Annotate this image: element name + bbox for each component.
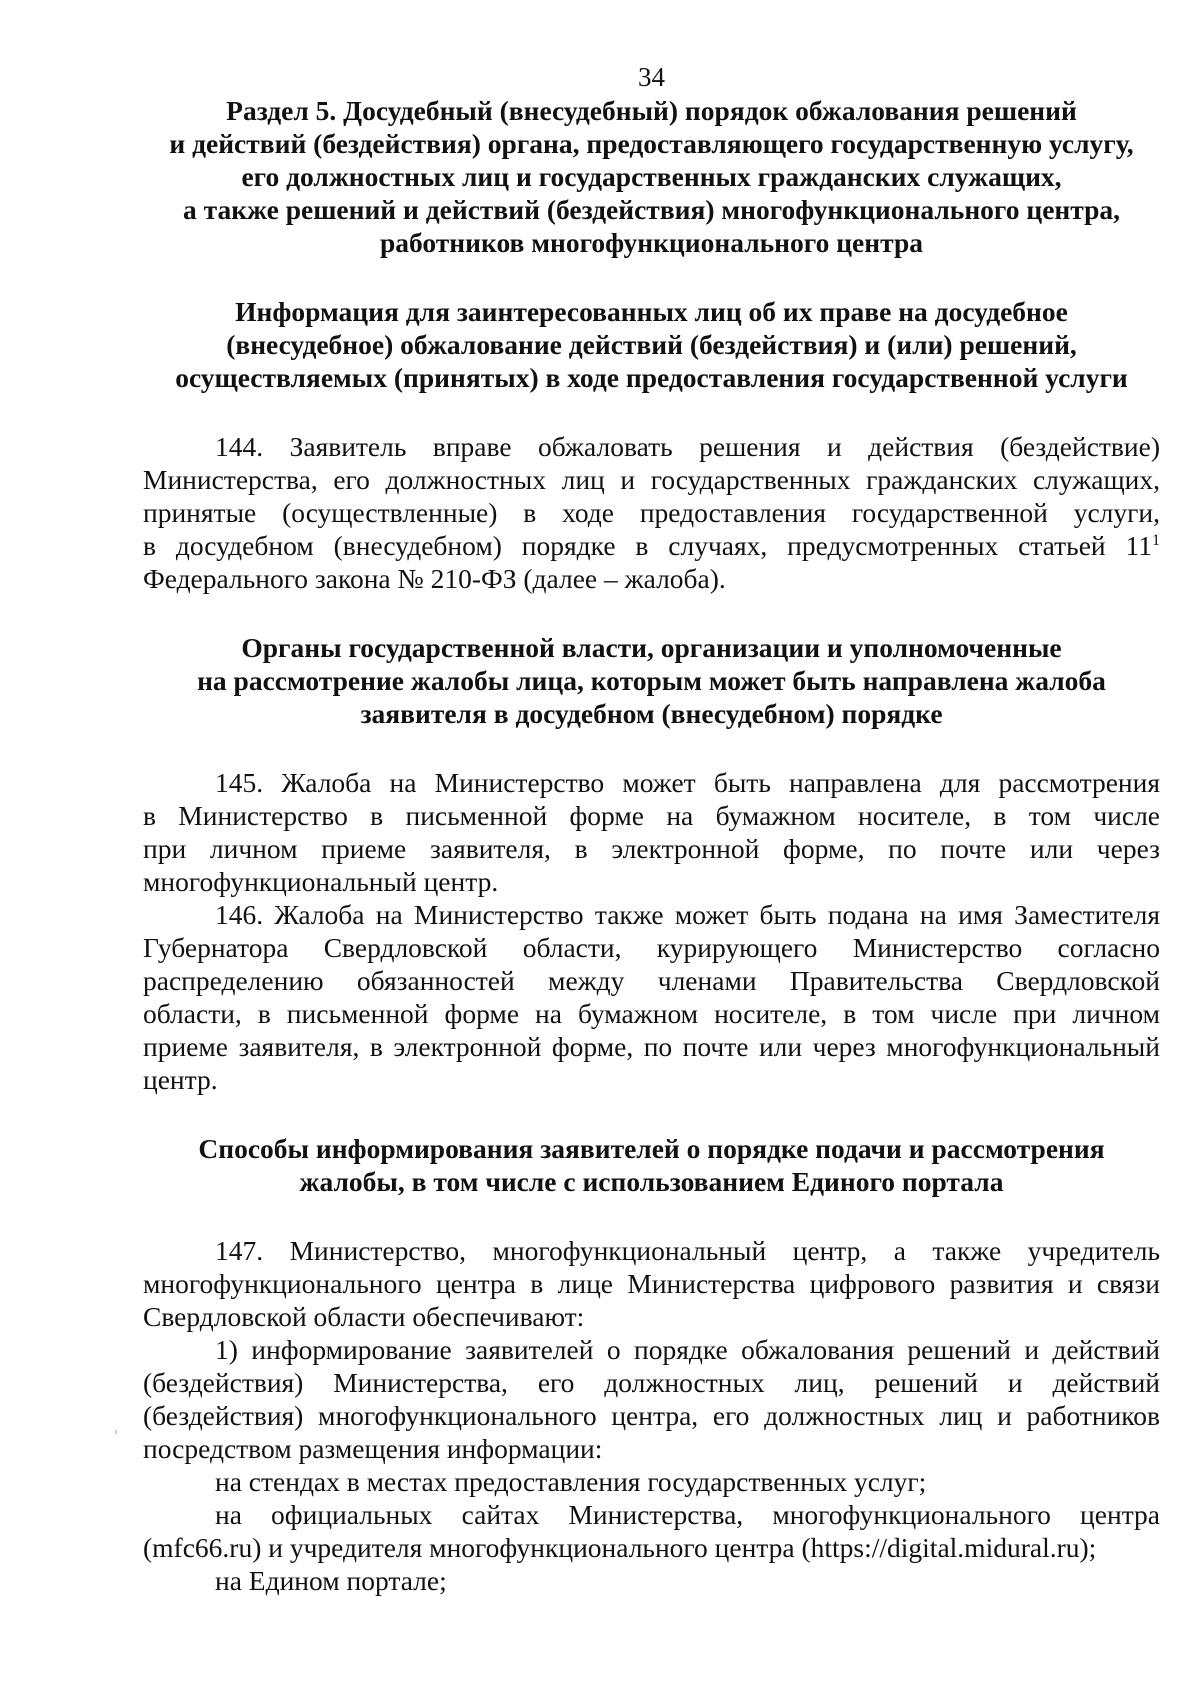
paragraph-147-portal (143, 1564, 1160, 1597)
paragraph-line: 144. Заявитель вправе обжаловать решения и действия (бездействие) (215, 431, 1160, 462)
paragraph-line: 146. Жалоба на Министерство также может быть подана на имя Заместителя (215, 899, 1160, 930)
document-page (143, 60, 1160, 1597)
heading-methods (143, 1132, 1160, 1198)
paragraph-147-stands (143, 1465, 1160, 1498)
paragraph-line: 147. Министерство, многофункциональный центр, а также учредитель (215, 1235, 1160, 1266)
paragraph-145 (143, 766, 1160, 898)
paragraph-line: приеме заявителя, в электронной форме, по почте или через многофункциональный (143, 1031, 1160, 1062)
section-title (143, 94, 1160, 259)
paragraph-line: на стендах в местах предоставления государственных услуг; (215, 1466, 927, 1497)
paragraph-line: на официальных сайтах Министерства, многофункционального центра (215, 1499, 1160, 1530)
paragraph-line: многофункционального центра в лице Министерства цифрового развития и связи (143, 1268, 1160, 1299)
paragraph-line: Свердловской области обеспечивают: (143, 1301, 585, 1332)
heading-line: заявителя в досудебном (внесудебном) порядке (360, 698, 943, 729)
paragraph-line: Губернатора Свердловской области, курирующего Министерство согласно (143, 932, 1160, 963)
heading-info (143, 295, 1160, 394)
paragraph-line: посредством размещения информации: (143, 1433, 603, 1464)
paragraph-line: Федерального закона № 210-ФЗ (далее – жалоба). (143, 563, 726, 594)
paragraph-144 (143, 430, 1160, 595)
heading-line: на рассмотрение жалобы лица, которым может быть направлена жалоба (197, 665, 1106, 696)
paragraph-line (143, 529, 1160, 562)
section-title-line: его должностных лиц и государственных гражданских служащих, (241, 161, 1062, 192)
paragraph-line: при личном приеме заявителя, в электронной форме, по почте или через (143, 833, 1160, 864)
section-title-line: Раздел 5. Досудебный (внесудебный) порядок обжалования решений (226, 95, 1077, 126)
paragraph-line: принятые (осуществленные) в ходе предоставления государственной услуги, (143, 497, 1160, 528)
heading-line: Способы информирования заявителей о порядке подачи и рассмотрения (198, 1133, 1105, 1164)
paragraph-146 (143, 898, 1160, 1096)
paragraph-line: 1) информирование заявителей о порядке обжалования решений и действий (215, 1334, 1160, 1365)
paragraph-line: (mfc66.ru) и учредителя многофункционального центра (https://digital.midural.ru); (143, 1532, 1097, 1563)
heading-organs (143, 631, 1160, 730)
paragraph-line: распределению обязанностей между членами Правительства Свердловской (143, 965, 1160, 996)
page-number: 34 (638, 62, 665, 92)
paragraph-line: многофункциональный центр. (143, 866, 499, 897)
scan-mark (115, 1430, 117, 1434)
paragraph-line-text: в досудебном (внесудебном) порядке в случаях, предусмотренных статьей 11 (143, 530, 1152, 561)
section-title-line: и действий (бездействия) органа, предоставляющего государственную услугу, (169, 128, 1134, 159)
paragraph-147 (143, 1234, 1160, 1333)
paragraph-line: Министерства, его должностных лиц и государственных гражданских служащих, (143, 464, 1160, 495)
heading-line: (внесудебное) обжалование действий (бездействия) и (или) решений, (226, 329, 1077, 360)
paragraph-line: области, в письменной форме на бумажном носителе, в том числе при личном (143, 998, 1160, 1029)
section-title-line: а также решений и действий (бездействия) многофункционального центра, (182, 194, 1121, 225)
heading-line: Информация для заинтересованных лиц об их праве на досудебное (235, 296, 1068, 327)
heading-line: осуществляемых (принятых) в ходе предоставления государственной услуги (175, 362, 1128, 393)
paragraph-line: в Министерство в письменной форме на бумажном носителе, в том числе (143, 800, 1160, 831)
paragraph-line: (бездействия) Министерства, его должностных лиц, решений и действий (143, 1367, 1160, 1398)
heading-line: жалобы, в том числе с использованием Единого портала (299, 1166, 1004, 1197)
paragraph-line: на Едином портале; (215, 1565, 447, 1596)
superscript: 1 (1152, 531, 1160, 549)
section-title-line: работников многофункционального центра (379, 227, 923, 258)
paragraph-line: 145. Жалоба на Министерство может быть направлена для рассмотрения (215, 767, 1160, 798)
paragraph-line: (бездействия) многофункционального центра, его должностных лиц и работников (143, 1400, 1160, 1431)
paragraph-147-item-1 (143, 1333, 1160, 1465)
paragraph-line: центр. (143, 1064, 218, 1095)
heading-line: Органы государственной власти, организации и уполномоченные (241, 632, 1062, 663)
paragraph-147-sites (143, 1498, 1160, 1564)
